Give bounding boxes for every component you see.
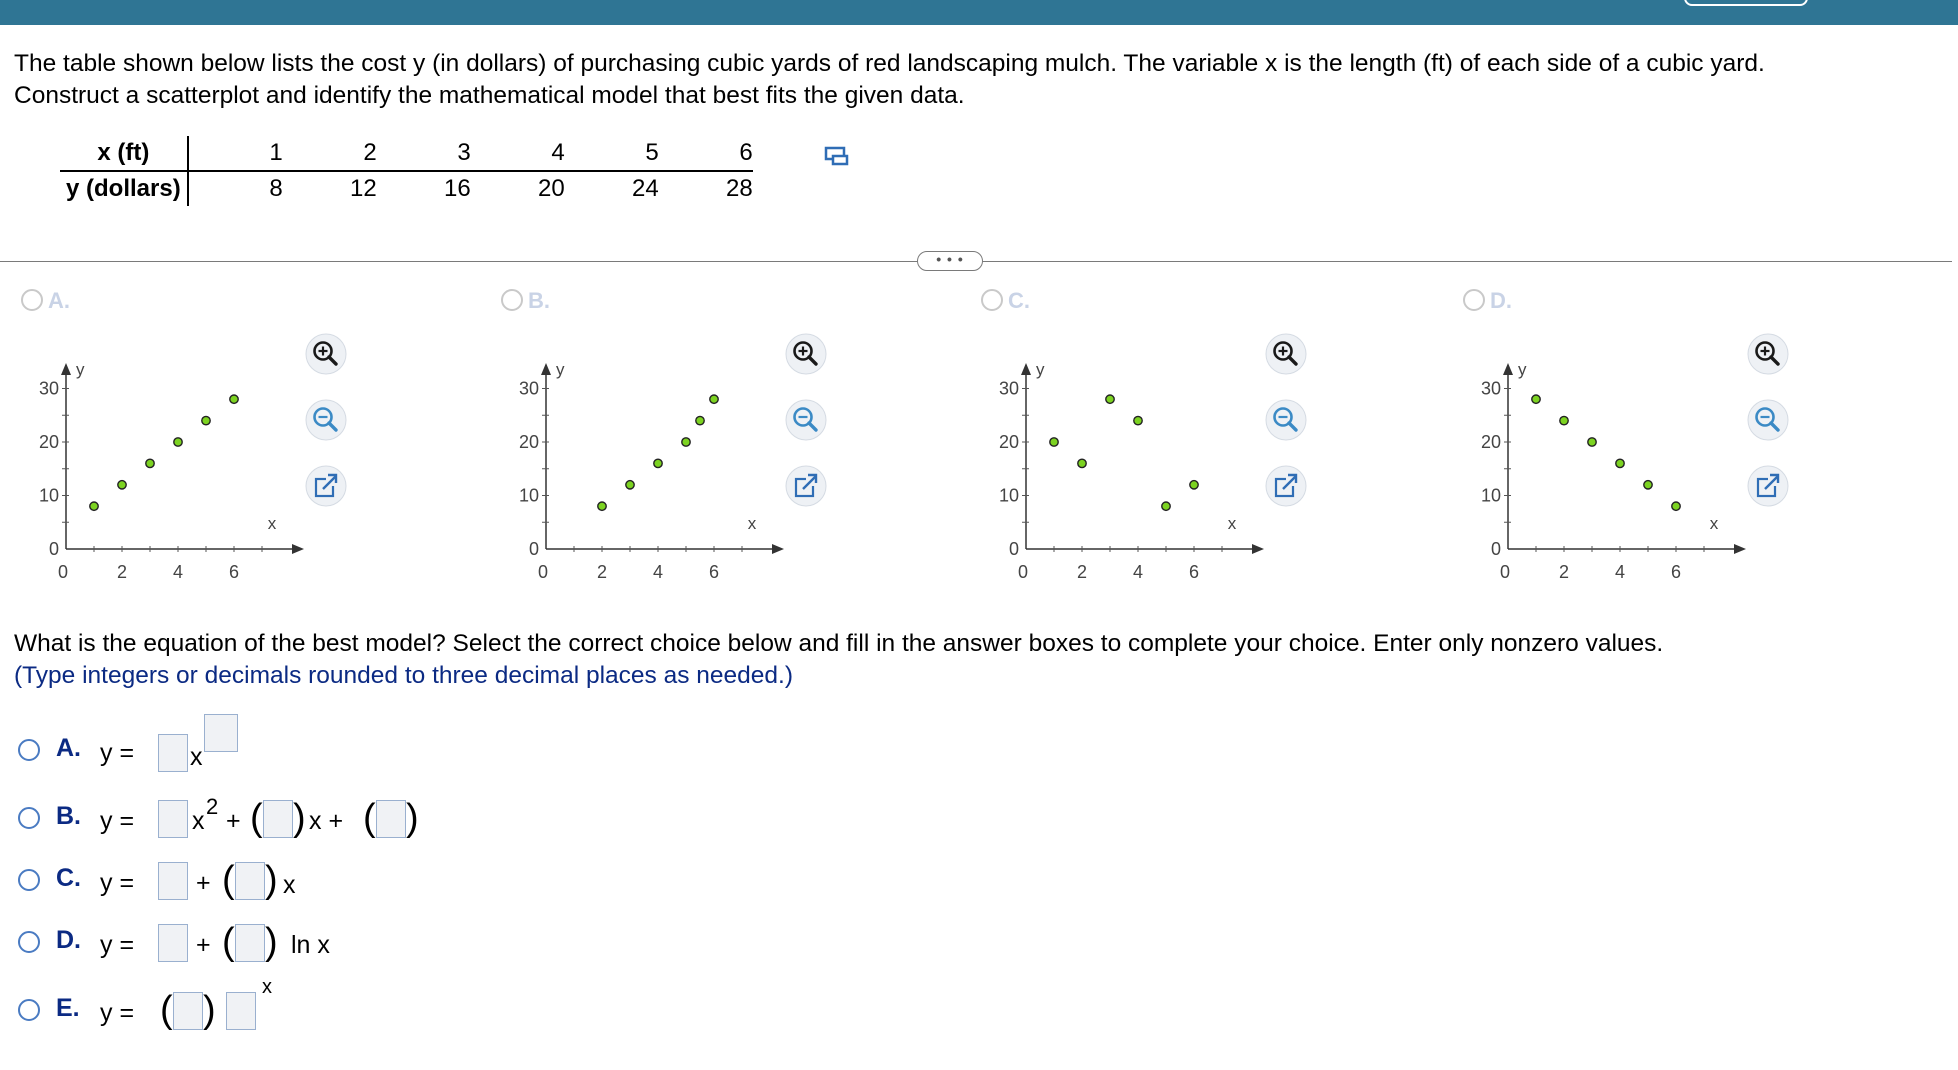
option-label: C. <box>1008 288 1030 313</box>
scatter-point <box>1050 438 1058 446</box>
y-axis-label: y <box>1518 360 1527 379</box>
more-button[interactable]: • • • <box>917 251 983 271</box>
y-tick-label: 0 <box>1490 539 1501 559</box>
y-tick-label: 20 <box>998 432 1019 452</box>
var-x: x <box>190 743 203 771</box>
x-axis-label: x <box>747 514 757 533</box>
x-tick-label: 0 <box>1017 562 1029 582</box>
table-cell: 4 <box>471 136 565 171</box>
scatter-point <box>598 502 606 510</box>
y-axis-label: y <box>1036 360 1045 379</box>
y-tick-label: 0 <box>528 539 539 559</box>
lhs: y = <box>100 807 135 835</box>
paren: ( <box>250 797 263 839</box>
copy-table-icon[interactable] <box>824 145 850 167</box>
scatter-point <box>710 395 718 403</box>
scatter-point <box>654 459 662 467</box>
prompt-text <box>14 628 1914 692</box>
x-tick-label: 4 <box>172 562 184 582</box>
scatterplot <box>498 290 898 590</box>
x-tick-label: 4 <box>1614 562 1626 582</box>
y-tick-label: 20 <box>1480 432 1501 452</box>
x-plus: x + <box>309 807 344 835</box>
scatter-point <box>1134 416 1142 424</box>
scatter-point <box>1106 395 1114 403</box>
y-tick-label: 30 <box>518 378 539 399</box>
x-tick-label: 2 <box>596 562 608 582</box>
top-bar <box>0 0 1958 25</box>
answer-box-d-b[interactable] <box>235 924 265 962</box>
zoom-out-icon[interactable] <box>304 398 348 442</box>
scatter-point <box>1644 481 1652 489</box>
scatter-point <box>1162 502 1170 510</box>
choice-c-label: C. <box>56 864 81 892</box>
var-x: x <box>283 871 296 899</box>
table-cell: 12 <box>350 175 377 202</box>
table-cell: 28 <box>726 175 753 202</box>
table-cell: 2 <box>283 136 377 171</box>
answer-box-d-a[interactable] <box>158 924 188 962</box>
x-tick-label: 2 <box>1558 562 1570 582</box>
x-tick-label: 0 <box>537 562 549 582</box>
y-tick-label: 20 <box>518 432 539 452</box>
y-tick-label: 10 <box>518 485 539 506</box>
scatter-point <box>202 416 210 424</box>
x-tick-label: 4 <box>1132 562 1144 582</box>
option-radio[interactable] <box>1464 290 1484 310</box>
lhs: y = <box>100 869 135 897</box>
paren: ) <box>265 859 278 901</box>
plus: + <box>196 869 211 897</box>
paren: ( <box>363 797 376 839</box>
question-text <box>14 48 1944 112</box>
table-cell: 20 <box>538 175 565 202</box>
var-x: x <box>192 807 205 835</box>
popout-icon[interactable] <box>1746 464 1790 508</box>
choice-a[interactable] <box>18 732 318 772</box>
y-axis-label: y <box>556 360 565 379</box>
paren: ( <box>222 859 235 901</box>
scatterplot <box>18 290 418 590</box>
choice-b[interactable] <box>18 794 438 840</box>
table-cell: 1 <box>188 136 283 171</box>
table-row-y <box>60 171 753 206</box>
scatter-point <box>1672 502 1680 510</box>
x-axis-arrow <box>772 544 784 554</box>
answer-box-e-a[interactable] <box>173 992 203 1030</box>
exponent-2: 2 <box>206 794 219 819</box>
ln-x: ln x <box>291 931 330 959</box>
x-tick-label: 0 <box>57 562 69 582</box>
choice-d[interactable] <box>18 921 358 964</box>
radio-c[interactable] <box>18 869 40 891</box>
scatter-point <box>146 459 154 467</box>
y-tick-label: 10 <box>38 485 59 506</box>
scatterplot <box>978 290 1378 590</box>
y-tick-label: 10 <box>998 485 1019 506</box>
prompt-hint: (Type integers or decimals rounded to three decimal places as needed.) <box>14 662 793 689</box>
zoom-out-icon[interactable] <box>1264 398 1308 442</box>
lhs: y = <box>100 999 135 1027</box>
question-line-2: Construct a scatterplot and identify the mathematical model that best fits the given data. <box>14 82 965 109</box>
x-axis-arrow <box>1734 544 1746 554</box>
x-axis-arrow <box>1252 544 1264 554</box>
paren: ) <box>203 989 216 1031</box>
answer-box-a-exp[interactable] <box>204 714 238 752</box>
choice-d-label: D. <box>56 926 81 954</box>
answer-box-e-b[interactable] <box>226 992 256 1030</box>
y-header: y (dollars) <box>60 171 188 206</box>
zoom-in-icon[interactable] <box>1264 332 1308 376</box>
y-tick-label: 30 <box>38 378 59 399</box>
choice-b-label: B. <box>56 802 81 830</box>
exponent-x: x <box>262 976 272 998</box>
popout-icon[interactable] <box>1264 464 1308 508</box>
scatter-point <box>1078 459 1086 467</box>
scatter-point <box>1560 416 1568 424</box>
table-cell: 3 <box>377 136 471 171</box>
top-bar-tab[interactable] <box>1684 0 1808 6</box>
scatter-point <box>682 438 690 446</box>
x-tick-label: 4 <box>652 562 664 582</box>
x-tick-label: 6 <box>228 562 240 582</box>
answer-box-b-b[interactable] <box>263 800 293 838</box>
choice-a-label: A. <box>56 734 81 762</box>
zoom-in-icon[interactable] <box>784 332 828 376</box>
y-axis-arrow <box>61 363 71 375</box>
table-cell: 16 <box>444 175 471 202</box>
x-axis-label: x <box>1709 514 1719 533</box>
popout-icon[interactable] <box>304 464 348 508</box>
scatter-point <box>626 481 634 489</box>
scatter-point <box>1532 395 1540 403</box>
scatter-point <box>1616 459 1624 467</box>
zoom-out-icon[interactable] <box>1746 398 1790 442</box>
option-label: D. <box>1490 288 1512 313</box>
option-label: A. <box>48 288 70 313</box>
answer-box-c-b[interactable] <box>235 862 265 900</box>
data-table <box>60 136 753 206</box>
answer-box-a-coef[interactable] <box>158 734 188 772</box>
x-axis-label: x <box>267 514 277 533</box>
table-cell: 8 <box>269 175 283 202</box>
choice-e-label: E. <box>56 994 80 1022</box>
table-row-x <box>60 136 753 171</box>
x-tick-label: 6 <box>1188 562 1200 582</box>
paren: ( <box>222 921 235 963</box>
plus: + <box>226 807 241 835</box>
zoom-in-icon[interactable] <box>304 332 348 376</box>
x-tick-label: 6 <box>708 562 720 582</box>
radio-b[interactable] <box>18 807 40 829</box>
paren: ) <box>293 797 306 839</box>
graph-option-d <box>1460 290 1860 590</box>
y-axis-arrow <box>541 363 551 375</box>
table-cell: 24 <box>632 175 659 202</box>
y-tick-label: 0 <box>48 539 59 559</box>
paren: ) <box>265 921 278 963</box>
x-tick-label: 6 <box>1670 562 1682 582</box>
scatter-point <box>90 502 98 510</box>
option-label: B. <box>528 288 550 313</box>
x-header: x (ft) <box>60 136 188 171</box>
choice-e[interactable] <box>18 976 318 1032</box>
choice-c[interactable] <box>18 859 338 902</box>
y-axis-arrow <box>1021 363 1031 375</box>
question-line-1: The table shown below lists the cost y (in dollars) of purchasing cubic yards of red landscaping mulch. The variable x is the length (ft) of each side of a cubic yard. <box>14 50 1765 77</box>
answer-box-b-a[interactable] <box>158 800 188 838</box>
lhs: y = <box>100 739 135 767</box>
x-axis-arrow <box>292 544 304 554</box>
prompt-main: What is the equation of the best model? Select the correct choice below and fill in the answer boxes to complete your choice. Enter only nonzero values. <box>14 630 1664 657</box>
radio-a[interactable] <box>18 739 40 761</box>
paren: ) <box>406 797 419 839</box>
x-tick-label: 0 <box>1499 562 1511 582</box>
radio-e[interactable] <box>18 999 40 1021</box>
y-tick-label: 0 <box>1008 539 1019 559</box>
option-radio[interactable] <box>982 290 1002 310</box>
zoom-in-icon[interactable] <box>1746 332 1790 376</box>
option-radio[interactable] <box>22 290 42 310</box>
option-radio[interactable] <box>502 290 522 310</box>
popout-icon[interactable] <box>784 464 828 508</box>
lhs: y = <box>100 931 135 959</box>
graph-option-c <box>978 290 1378 590</box>
y-tick-label: 30 <box>998 378 1019 399</box>
plus: + <box>196 931 211 959</box>
scatter-point <box>174 438 182 446</box>
x-tick-label: 2 <box>116 562 128 582</box>
x-tick-label: 2 <box>1076 562 1088 582</box>
y-tick-label: 10 <box>1480 485 1501 506</box>
scatter-point <box>696 416 704 424</box>
paren: ( <box>160 989 173 1031</box>
scatter-point <box>1190 481 1198 489</box>
graph-option-a <box>18 290 418 590</box>
scatterplot <box>1460 290 1860 590</box>
radio-d[interactable] <box>18 931 40 953</box>
graph-option-b <box>498 290 898 590</box>
table-cell: 6 <box>659 136 753 171</box>
y-axis-arrow <box>1503 363 1513 375</box>
y-tick-label: 20 <box>38 432 59 452</box>
table-cell: 5 <box>565 136 659 171</box>
y-axis-label: y <box>76 360 85 379</box>
scatter-point <box>230 395 238 403</box>
zoom-out-icon[interactable] <box>784 398 828 442</box>
answer-box-b-c[interactable] <box>376 800 406 838</box>
scatter-point <box>118 481 126 489</box>
scatter-point <box>1588 438 1596 446</box>
x-axis-label: x <box>1227 514 1237 533</box>
y-tick-label: 30 <box>1480 378 1501 399</box>
answer-box-c-a[interactable] <box>158 862 188 900</box>
